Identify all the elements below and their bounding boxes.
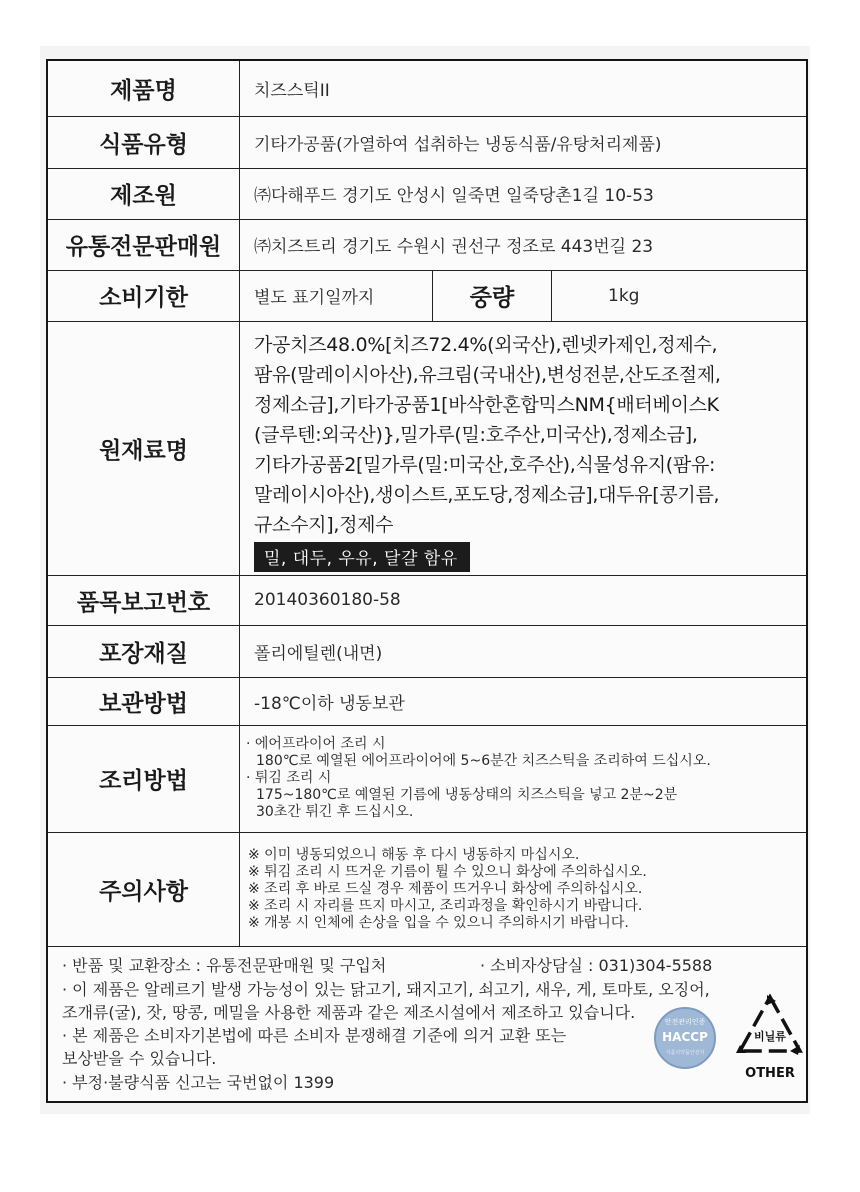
row-product-name [48,61,806,116]
haccp-main-text: HACCP [662,1030,708,1044]
cooking-line: · 튀김 조리 시 [246,770,332,786]
distributor-label: 유통전문판매원 [48,219,240,270]
distributor-value: ㈜치즈트리 경기도 수원시 권선구 정조로 443번길 23 [240,219,807,270]
product-name-value: 치즈스틱II [240,61,807,116]
food-type-value: 기타가공품(가열하여 섭취하는 냉동식품/유탕처리제품) [240,116,807,168]
caution-line: ※ 튀김 조리 시 뜨거운 기름이 튈 수 있으니 화상에 주의하십시오. [248,863,647,880]
packaging-value: 폴리에틸렌(내면) [240,625,807,677]
recycle-other-label: OTHER [745,1066,795,1081]
recycle-icon [734,993,806,1085]
storage-label: 보관방법 [48,677,240,725]
recycle-label: 비닐류 [754,1030,786,1043]
caution-list [240,843,806,936]
product-name-label: 제품명 [48,61,240,116]
recycle-mark [734,993,806,1085]
row-manufacturer [48,168,806,219]
allergy-note-1: · 이 제품은 알레르기 발생 가능성이 있는 닭고기, 돼지고기, 쇠고기, 새우, 게, 토마토, 오징어, [62,980,710,999]
ingredients-list [240,322,806,540]
compensation-note-2: 보상받을 수 있습니다. [62,1049,217,1068]
ingredients-line: 정제소금],기타가공품1[바삭한혼합믹스NM{배터베이스K [254,393,719,416]
caution-label: 주의사항 [48,832,240,946]
haccp-bottom-text: 식품의약품안전처 [665,1050,705,1056]
allergen-badge: 밀, 대두, 우유, 달걀 함유 [254,542,470,572]
cooking-line: 180℃로 예열된 에어프라이어에 5~6분간 치즈스틱을 조리하여 드십시오. [256,753,711,769]
compensation-note-1: · 본 제품은 소비자기본법에 따른 소비자 분쟁해결 기준에 의거 교환 또는 [62,1026,567,1045]
storage-value: -18℃이하 냉동보관 [240,677,807,725]
spec-table [48,61,806,947]
report-no-label: 품목보고번호 [48,575,240,625]
footer-notes [48,943,806,1101]
ingredients-label: 원재료명 [48,321,240,575]
ingredients-line: 규소수지],정제수 [254,513,394,536]
cooking-label: 조리방법 [48,725,240,832]
cooking-cell [240,725,807,832]
caution-cell [240,832,807,946]
cooking-instructions [240,732,806,825]
caution-line: ※ 개봉 시 인체에 손상을 입을 수 있으니 주의하시기 바랍니다. [248,914,629,931]
ingredients-line: 팜유(말레이시아산),유크림(국내산),변성전분,산도조절제, [254,363,721,386]
haccp-mark [654,1007,716,1069]
report-no-value: 20140360180-58 [240,575,807,625]
food-type-label: 식품유형 [48,116,240,168]
weight-label: 중량 [433,270,552,321]
consumer-center-note: · 소비자상담실 : 031)304-5588 [480,956,713,975]
row-food-type [48,116,806,168]
haccp-top-text: 안전관리인증 [664,1018,706,1026]
ingredients-line: 말레이시아산),생이스트,포도당,정제소금],대두유[콩기름, [254,483,720,506]
ingredients-cell [240,321,807,575]
expiry-value: 별도 표기일까지 [240,270,433,321]
caution-line: ※ 조리 시 자리를 뜨지 마시고, 조리과정을 확인하시기 바랍니다. [248,897,643,914]
ingredients-line: 기타가공품2[밀가루(밀:미국산,호주산),식물성유지(팜유: [254,453,716,476]
row-expiry-weight [48,270,806,321]
row-packaging [48,625,806,677]
packaging-label: 포장재질 [48,625,240,677]
manufacturer-value: ㈜다해푸드 경기도 안성시 일죽면 일죽당촌1길 10-53 [240,168,807,219]
row-ingredients [48,321,806,575]
weight-value: 1kg [552,270,807,321]
row-cooking [48,725,806,832]
ingredients-line: (글루텐:외국산)},밀가루(밀:호주산,미국산),정제소금], [254,423,698,446]
ingredients-line: 가공치즈48.0%[치즈72.4%(외국산),렌넷카제인,정제수, [254,333,718,356]
food-label [46,59,808,1103]
expiry-label: 소비기한 [48,270,240,321]
cooking-line: 175~180℃로 예열된 기름에 냉동상태의 치즈스틱을 넣고 2분~2분 [256,787,678,803]
row-report-no [48,575,806,625]
row-storage [48,677,806,725]
cooking-line: 30초간 튀긴 후 드십시오. [256,804,414,820]
row-caution [48,832,806,946]
row-distributor [48,219,806,270]
exchange-note: · 반품 및 교환장소 : 유통전문판매원 및 구입처 [62,956,387,975]
report-note: · 부정·불량식품 신고는 국번없이 1399 [62,1073,335,1092]
cooking-line: · 에어프라이어 조리 시 [246,736,386,752]
manufacturer-label: 제조원 [48,168,240,219]
caution-line: ※ 이미 냉동되었으니 해동 후 다시 냉동하지 마십시오. [248,846,580,863]
allergy-note-2: 조개류(굴), 잣, 땅콩, 메밀을 사용한 제품과 같은 제조시설에서 제조하고 있습니다. [62,1003,636,1022]
caution-line: ※ 조리 후 바로 드실 경우 제품이 뜨거우니 화상에 주의하십시오. [248,880,643,897]
